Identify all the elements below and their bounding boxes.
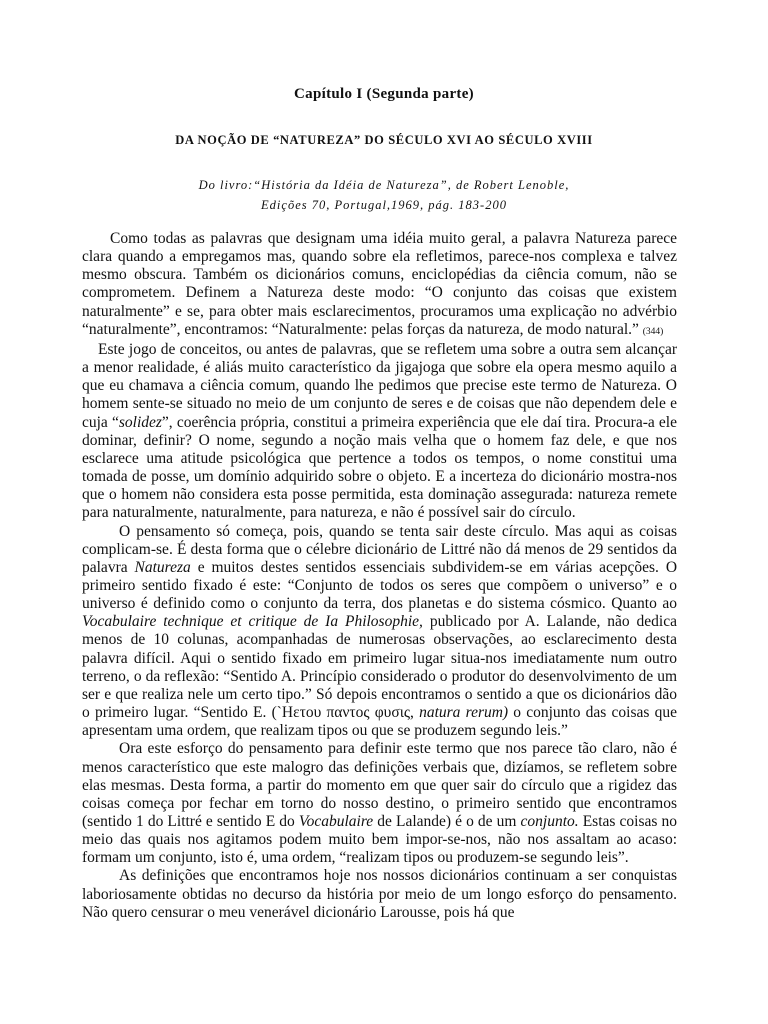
paragraph-3-text-c: publicado por A. Lalande, não dedica menos de 10 colunas, acompanhadas de numerosas observações, ao esclarecimento desta palavra difícil. Aqui o sentido fixado em primeiro lugar situa-nos imediatamente num outro terreno, o da reflexão: “Sentido A. Princípio considerado o produtor do desenvolvimento de um ser e que realiza nele um certo tipo.” Só depois encontramos o sentido a que os dicionários dão o primeiro lugar. “Sentido E. (`Ηετου παντος φυσις, <box>82 613 677 722</box>
paragraph-4-emphasis-2: conjunto. <box>520 813 579 830</box>
paragraph-3-text-b: e muitos destes sentidos essenciais subdividem-se em várias acepções. O primeiro sentido fixado é este: “Conjunto de todos os seres que compõem o universo” e o universo é definido como o conjunto da terra, dos planetas e do sistema cósmico. Quanto ao <box>82 558 678 613</box>
paragraph-3 <box>82 523 677 741</box>
paragraph-2-emphasis: solidez <box>118 413 162 431</box>
paragraph-3-emphasis-3: natura rerum) <box>419 704 509 722</box>
paragraph-4-text-c: Estas coisas no meio das quais nos agitamos podem muito bem impor-se-nos, não nos assaltam ao acaso: formam um conjunto, isto é, uma ordem, “realizam tipos ou produzem-se segundo leis”. <box>82 813 677 867</box>
paragraph-4-text-b: de Lalande) é o de um <box>373 813 521 830</box>
paragraph-5-text: As definições que encontramos hoje nos nossos dicionários continuam a ser conquistas laboriosamente obtidas no decurso da história por meio de um longo esforço do pensamento. Não quero censurar o meu venerável dicionário Larousse, pois há que <box>82 867 677 921</box>
paragraph-4-text-a: Ora este esforço do pensamento para definir este termo que nos parece tão claro, não é menos característico que este malogro das definições verbais que, dizíamos, se refletem sobre elas mesmas. Desta forma, a partir do momento em que quer sair do círculo que a rigidez das coisas começa por fechar em torno do nosso destino, o primeiro sentido que encontramos (sentido 1 do Littré e sentido E do <box>82 740 677 830</box>
paragraph-1-text: Como todas as palavras que designam uma idéia muito geral, a palavra Natureza parece clara quando a empregamos mas, quando sobre ela refletimos, parece-nos complexa e talvez mesmo obscura. Também os dicionários comuns, enciclopédias da ciência comum, não se comprometem. Definem a Natureza deste modo: “O conjunto das coisas que existem naturalmente” e se, para obter mais esclarecimentos, procuramos uma explicação no advérbio “naturalmente”, encontramos: “Naturalmente: pelas forças da natureza, de modo natural.” <box>82 230 677 338</box>
paragraph-5 <box>82 867 677 921</box>
footnote-ref-344: (344) <box>642 326 664 337</box>
paragraph-3-emphasis-1: Natureza <box>134 558 191 576</box>
paragraph-3-text-a: O pensamento só começa, pois, quando se tenta sair deste círculo. Mas aqui as coisas complicam-se. É desta forma que o célebre dicionário de Littré não dá menos de 29 sentidos da palavra <box>82 522 677 576</box>
paragraph-4 <box>82 740 677 867</box>
paragraph-3-text-d: o conjunto das coisas que apresentam uma ordem, que realizam tipos ou que se produzem segundo leis.” <box>82 704 678 740</box>
paragraph-2-text-b: ”, coerência própria, constitui a primeira experiência que ele daí tira. Procura-a ele dominar, definir? O nome, segundo a noção mais velha que o homem faz dele, e que nos esclarece uma atitude psicológica que pertence a todos os tempos, o nome constitui uma tomada de posse, um domínio adquirido sobre o objeto. E a incerteza do dicionário mostra-nos que o homem não considera esta posse permitida, esta dominação assegurada: natureza remete para naturalmente, naturalmente, para natureza, e não é possível sair do círculo. <box>82 413 677 522</box>
body-text <box>82 230 677 922</box>
chapter-title: Capítulo I (Segunda parte) <box>294 86 474 102</box>
paragraph-2 <box>82 341 677 523</box>
paragraph-1 <box>82 230 677 341</box>
section-title: DA NOÇÃO DE “NATUREZA” DO SÉCULO XVI AO SÉCULO XVIII <box>175 133 593 147</box>
source-line-2: Edições 70, Portugal,1969, pág. 183-200 <box>261 198 507 212</box>
paragraph-2-text-a: Este jogo de conceitos, ou antes de palavras, que se refletem uma sobre a outra sem alcançar a menor realidade, é aliás muito característico da jigajoga que sobre ela opera mesmo aquilo a que eu chamava a ciência comum, quando lhe pedimos que precise este termo de Natureza. O homem sente-se situado no meio de um conjunto de seres e de coisas que não dependem dele e cuja “ <box>82 340 677 431</box>
paragraph-4-emphasis-1: Vocabulaire <box>298 813 374 830</box>
paragraph-3-emphasis-2: Vocabulaire technique et critique de Ia Philosophie, <box>82 613 423 631</box>
source-citation <box>0 175 768 215</box>
source-line-1: Do livro:“História da Idéia de Natureza”, de Robert Lenoble, <box>198 178 570 192</box>
